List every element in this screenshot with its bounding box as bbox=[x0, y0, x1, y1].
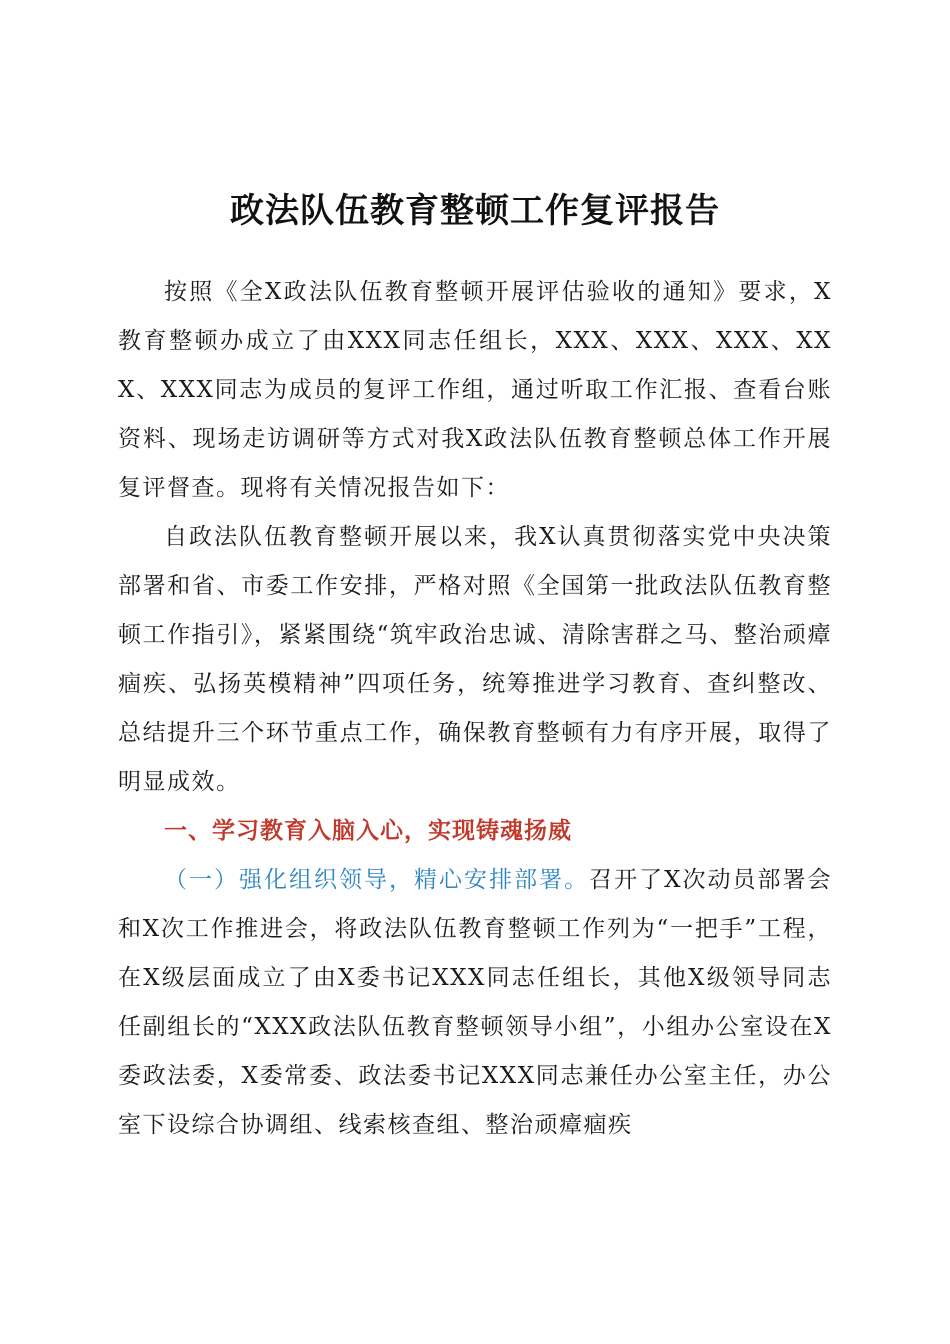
section-paragraph-text: 召开了X次动员部署会和X次工作推进会，将政法队伍教育整顿工作列为“一把手”工程，在X级层面成立了由X委书记XXX同志任组长，其他X级领导同志任副组长的“XXX政法队伍教育整顿领导小组”，小组办公室设在X委政法委，X委常委、政法委书记XXX同志兼任办公室主任，办公室下设综合协调组、线索核查组、整治顽瘴痼疾 bbox=[118, 867, 833, 1138]
section-paragraph bbox=[118, 856, 832, 1150]
document-title: 政法队伍教育整顿工作复评报告 bbox=[230, 191, 720, 231]
intro-paragraph: 按照《全X政法队伍教育整顿开展评估验收的通知》要求，X教育整顿办成立了由XXX同志任组长，XXX、XXX、XXX、XXX、XXX同志为成员的复评工作组，通过听取工作汇报、查看台账资料、现场走访调研等方式对我X政法队伍教育整顿总体工作开展复评督查。现将有关情况报告如下： bbox=[118, 279, 832, 501]
section-heading: 一、学习教育入脑入心，实现铸魂扬威 bbox=[164, 818, 572, 844]
document-body bbox=[118, 268, 832, 1150]
sub-heading: （一）强化组织领导，精心安排部署。 bbox=[164, 867, 590, 893]
overview-paragraph: 自政法队伍教育整顿开展以来，我X认真贯彻落实党中央决策部署和省、市委工作安排，严格对照《全国第一批政法队伍教育整顿工作指引》，紧紧围绕“筑牢政治忠诚、清除害群之马、整治顽瘴痼疾、弘扬英模精神”四项任务，统筹推进学习教育、查纠整改、总结提升三个环节重点工作，确保教育整顿有力有序开展，取得了明显成效。 bbox=[118, 524, 832, 795]
